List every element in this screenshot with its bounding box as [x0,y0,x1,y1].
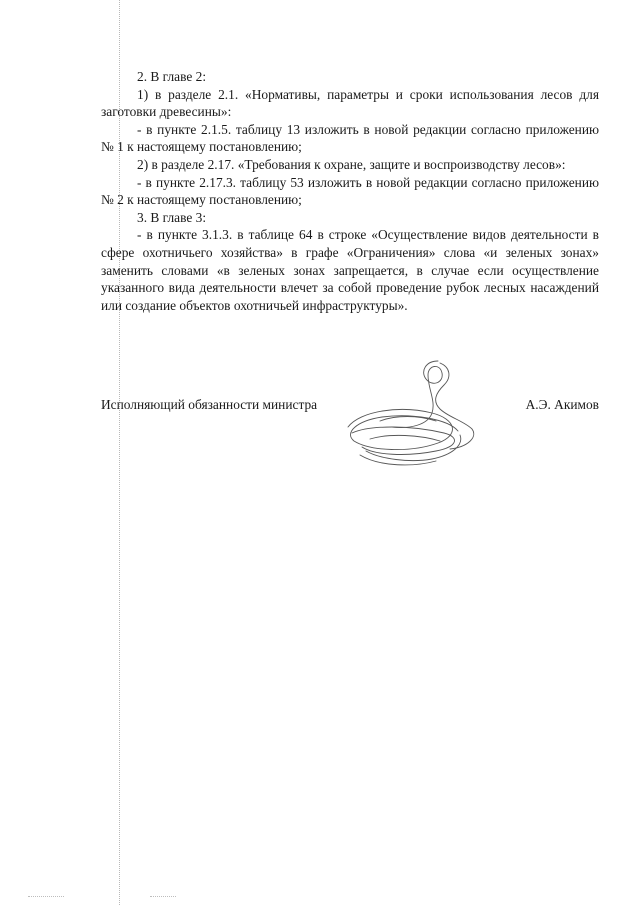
chapter-3-heading: 3. В главе 3: [137,209,207,225]
point-3-1-3-item: - в пункте 3.1.3. в таблице 64 в строке «Осуществление видов деятельности в сфере охотничьего хозяйства» в графе «Ограничения» слова «и зеленых зонах» заменить словами «в зеленых зонах запрещается, в случае если осуществление указанного вида деятельности влечет за собой проведение рубок лесных насаждений или создание объектов охотничьей инфраструктуры». [101,227,599,313]
document-body [101,68,599,314]
point-2-17-3-item: - в пункте 2.17.3. таблицу 53 изложить в новой редакции согласно приложению № 2 к настоящему постановлению; [101,174,599,208]
signatory-name: А.Э. Акимов [525,397,599,412]
point-2-1-5-item: - в пункте 2.1.5. таблицу 13 изложить в новой редакции согласно приложению № 1 к настоящему постановлению; [101,121,599,155]
signatory-title: Исполняющий обязанности министра [101,397,318,412]
chapter-2-heading: 2. В главе 2: [137,69,207,84]
section-2-1-item: 1) в разделе 2.1. «Нормативы, параметры и сроки использования лесов для заготовки древесины»: [101,86,599,120]
scan-artifact-right [150,896,176,897]
section-2-17-item: 2) в разделе 2.17. «Требования к охране, защите и воспроизводству лесов»: [137,156,566,172]
scan-artifact-left [28,896,64,897]
handwritten-signature [340,355,480,475]
